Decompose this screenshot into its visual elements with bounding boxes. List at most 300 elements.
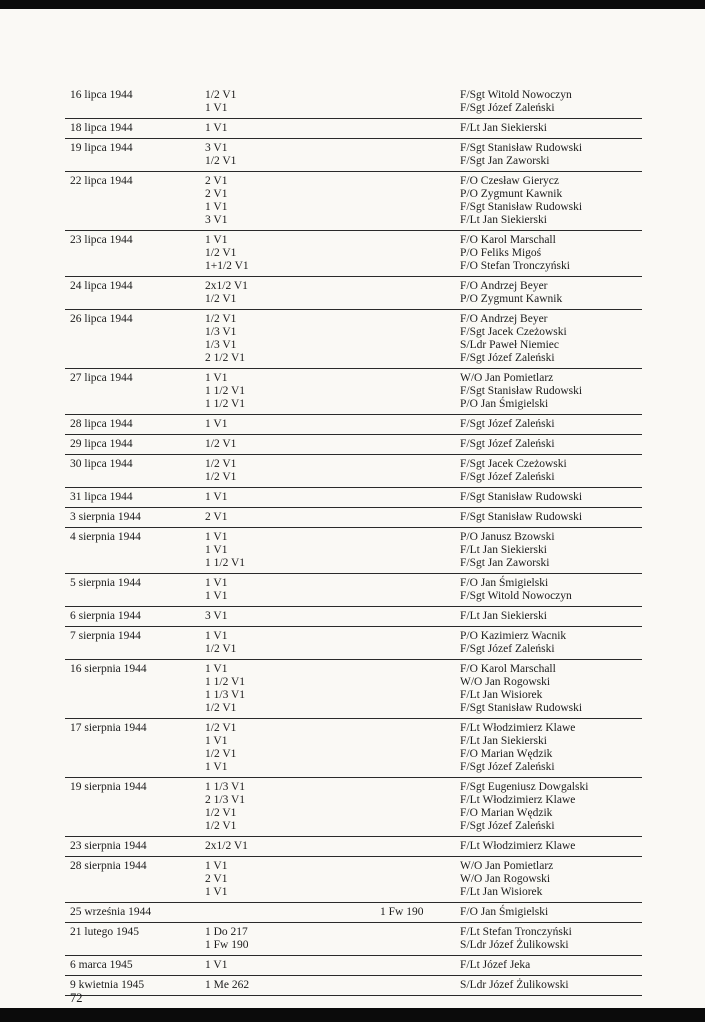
claim-value: 1 V1: [205, 234, 228, 246]
aircraft-cell: [380, 722, 460, 774]
claim-value: 2x1/2 V1: [205, 840, 248, 852]
claims-cell: [205, 860, 380, 899]
claim-value: 1 V1: [205, 735, 228, 747]
claims-cell: [205, 979, 380, 992]
aircraft-value: [380, 748, 460, 761]
aircraft-value: [380, 794, 460, 807]
aircraft-value: [380, 590, 460, 603]
table-row: [65, 172, 642, 231]
aircraft-value: [380, 234, 460, 247]
aircraft-value: [380, 630, 460, 643]
claims-cell: [205, 959, 380, 972]
aircraft-value: [380, 280, 460, 293]
table-row: [65, 508, 642, 528]
pilot-name: F/O Andrzej Beyer: [460, 313, 548, 325]
pilot-name: F/O Jan Śmigielski: [460, 577, 549, 589]
names-cell: [460, 418, 642, 431]
names-cell: [460, 511, 642, 524]
aircraft-cell: [380, 577, 460, 603]
table-row: [65, 956, 642, 976]
aircraft-value: [380, 491, 460, 504]
date-cell: 6 sierpnia 1944: [70, 610, 141, 622]
pilot-name: F/Sgt Jan Zaworski: [460, 155, 550, 167]
aircraft-value: [380, 531, 460, 544]
aircraft-value: [380, 886, 460, 899]
aircraft-value: [380, 352, 460, 365]
date-cell: 27 lipca 1944: [70, 372, 133, 384]
claims-cell: [205, 926, 380, 952]
aircraft-value: [380, 959, 460, 972]
claims-cell: [205, 577, 380, 603]
aircraft-value: [380, 458, 460, 471]
claim-value: 1+1/2 V1: [205, 260, 249, 272]
table-row: [65, 574, 642, 607]
table-row: [65, 923, 642, 956]
date-cell: 21 lutego 1945: [70, 926, 139, 938]
pilot-name: F/Sgt Stanisław Rudowski: [460, 201, 583, 213]
pilot-name: F/Sgt Eugeniusz Dowgalski: [460, 781, 589, 793]
date-cell: 28 lipca 1944: [70, 418, 133, 430]
names-cell: [460, 234, 642, 273]
pilot-name: F/Sgt Józef Zaleński: [460, 102, 555, 114]
date-cell: 4 sierpnia 1944: [70, 531, 141, 543]
date-cell: 16 sierpnia 1944: [70, 663, 147, 675]
aircraft-value: [380, 939, 460, 952]
table-row: [65, 719, 642, 778]
aircraft-cell: [380, 630, 460, 656]
aircraft-cell: [380, 531, 460, 570]
aircraft-value: [380, 188, 460, 201]
claim-value: [205, 906, 380, 919]
claims-cell: [205, 280, 380, 306]
table-row: [65, 627, 642, 660]
aircraft-cell: [380, 610, 460, 623]
aircraft-cell: [380, 906, 460, 919]
claim-value: 1 V1: [205, 531, 228, 543]
date-cell: 7 sierpnia 1944: [70, 630, 141, 642]
aircraft-cell: [380, 175, 460, 227]
aircraft-value: [380, 676, 460, 689]
aircraft-cell: [380, 979, 460, 992]
aircraft-value: [380, 663, 460, 676]
names-cell: [460, 142, 642, 168]
claims-cell: [205, 458, 380, 484]
aircraft-value: [380, 735, 460, 748]
claim-value: 1/2 V1: [205, 820, 237, 832]
claims-cell: [205, 89, 380, 115]
aircraft-value: [380, 722, 460, 735]
claim-value: 1/2 V1: [205, 702, 237, 714]
table-row: [65, 369, 642, 415]
pilot-name: F/Sgt Jacek Czeżowski: [460, 458, 567, 470]
pilot-name: F/Sgt Józef Zaleński: [460, 438, 555, 450]
claim-value: 1 V1: [205, 590, 228, 602]
names-cell: [460, 663, 642, 715]
pilot-name: F/Sgt Stanisław Rudowski: [460, 142, 583, 154]
claim-value: 2x1/2 V1: [205, 280, 248, 292]
names-cell: [460, 906, 642, 919]
names-cell: [460, 372, 642, 411]
aircraft-cell: [380, 511, 460, 524]
aircraft-cell: [380, 438, 460, 451]
pilot-name: P/O Feliks Migoś: [460, 247, 542, 259]
table-row: [65, 660, 642, 719]
date-cell: 16 lipca 1944: [70, 89, 133, 101]
claims-cell: [205, 610, 380, 623]
claim-value: 2 V1: [205, 188, 228, 200]
claim-value: 1/3 V1: [205, 339, 237, 351]
pilot-name: P/O Janusz Bzowski: [460, 531, 555, 543]
claim-value: 2 V1: [205, 873, 228, 885]
claim-value: 1 V1: [205, 630, 228, 642]
names-cell: [460, 89, 642, 115]
claim-value: 1 V1: [205, 544, 228, 556]
pilot-name: F/Lt Jan Siekierski: [460, 122, 547, 134]
names-cell: [460, 630, 642, 656]
date-cell: 18 lipca 1944: [70, 122, 133, 134]
pilot-name: F/Sgt Jacek Czeżowski: [460, 326, 567, 338]
aircraft-value: [380, 293, 460, 306]
aircraft-cell: [380, 781, 460, 833]
pilot-name: W/O Jan Pomietlarz: [460, 860, 554, 872]
pilot-name: F/O Stefan Tronczyński: [460, 260, 570, 272]
pilot-name: W/O Jan Rogowski: [460, 676, 551, 688]
claims-cell: [205, 122, 380, 135]
pilot-name: P/O Zygmunt Kawnik: [460, 188, 563, 200]
claim-value: 1 1/2 V1: [205, 557, 246, 569]
date-cell: 22 lipca 1944: [70, 175, 133, 187]
table-row: [65, 119, 642, 139]
pilot-name: F/Sgt Stanisław Rudowski: [460, 491, 583, 503]
names-cell: [460, 722, 642, 774]
date-cell: 19 sierpnia 1944: [70, 781, 147, 793]
names-cell: [460, 491, 642, 504]
claim-value: 3 V1: [205, 214, 228, 226]
date-cell: 31 lipca 1944: [70, 491, 133, 503]
claims-cell: [205, 531, 380, 570]
page-number: 72: [70, 991, 83, 1005]
pilot-name: F/Sgt Józef Zaleński: [460, 418, 555, 430]
table-row: [65, 310, 642, 369]
aircraft-value: [380, 214, 460, 227]
scan-edge-top: [0, 0, 705, 9]
claim-value: 2 1/2 V1: [205, 352, 246, 364]
claim-value: 1/2 V1: [205, 293, 237, 305]
aircraft-cell: [380, 418, 460, 431]
claim-value: 1/2 V1: [205, 155, 237, 167]
claim-value: 1 V1: [205, 860, 228, 872]
names-cell: [460, 926, 642, 952]
claims-cell: [205, 722, 380, 774]
aircraft-value: [380, 201, 460, 214]
pilot-name: F/Lt Włodzimierz Klawe: [460, 722, 576, 734]
claims-cell: [205, 630, 380, 656]
date-cell: 30 lipca 1944: [70, 458, 133, 470]
names-cell: [460, 438, 642, 451]
claims-cell: [205, 142, 380, 168]
names-cell: [460, 979, 642, 992]
date-cell: 3 sierpnia 1944: [70, 511, 141, 523]
date-cell: 23 lipca 1944: [70, 234, 133, 246]
pilot-name: F/Lt Włodzimierz Klawe: [460, 794, 576, 806]
claim-value: 1 V1: [205, 663, 228, 675]
claims-cell: [205, 313, 380, 365]
aircraft-value: [380, 820, 460, 833]
claims-cell: [205, 234, 380, 273]
table-row: [65, 607, 642, 627]
aircraft-cell: [380, 663, 460, 715]
aircraft-value: [380, 643, 460, 656]
pilot-name: F/Sgt Józef Zaleński: [460, 820, 555, 832]
pilot-name: F/Lt Stefan Tronczyński: [460, 926, 572, 938]
claim-value: 1 V1: [205, 577, 228, 589]
pilot-name: F/O Jan Śmigielski: [460, 906, 549, 918]
claim-value: 1 V1: [205, 418, 228, 430]
aircraft-value: [380, 511, 460, 524]
pilot-name: S/Ldr Paweł Niemiec: [460, 339, 560, 351]
table-row: [65, 903, 642, 923]
aircraft-cell: [380, 959, 460, 972]
pilot-name: F/Sgt Stanisław Rudowski: [460, 385, 583, 397]
claim-value: 1 1/2 V1: [205, 398, 246, 410]
claim-value: 1/2 V1: [205, 643, 237, 655]
claim-value: 1/2 V1: [205, 89, 237, 101]
claim-value: 1/2 V1: [205, 313, 237, 325]
pilot-name: F/O Czesław Gierycz: [460, 175, 559, 187]
aircraft-value: [380, 807, 460, 820]
aircraft-value: [380, 873, 460, 886]
names-cell: [460, 458, 642, 484]
aircraft-cell: [380, 491, 460, 504]
pilot-name: F/Sgt Stanisław Rudowski: [460, 702, 583, 714]
table-row: [65, 528, 642, 574]
names-cell: [460, 781, 642, 833]
aircraft-value: [380, 438, 460, 451]
claim-value: 1/2 V1: [205, 471, 237, 483]
claim-value: 1 1/2 V1: [205, 676, 246, 688]
claims-cell: [205, 840, 380, 853]
pilot-name: S/Ldr Józef Żulikowski: [460, 979, 569, 991]
aircraft-value: [380, 398, 460, 411]
aircraft-value: [380, 142, 460, 155]
aircraft-cell: [380, 234, 460, 273]
claim-value: 1 Me 262: [205, 979, 250, 991]
pilot-name: F/Lt Włodzimierz Klawe: [460, 840, 576, 852]
aircraft-value: [380, 339, 460, 352]
pilot-name: F/Sgt Józef Zaleński: [460, 471, 555, 483]
claims-cell: [205, 511, 380, 524]
claim-value: 1 V1: [205, 102, 228, 114]
aircraft-value: [380, 926, 460, 939]
date-cell: 26 lipca 1944: [70, 313, 133, 325]
claim-value: 1 V1: [205, 122, 228, 134]
date-cell: 23 sierpnia 1944: [70, 840, 147, 852]
claim-value: 1 V1: [205, 886, 228, 898]
aircraft-value: [380, 260, 460, 273]
claim-value: 1/3 V1: [205, 326, 237, 338]
date-cell: 28 sierpnia 1944: [70, 860, 147, 872]
claim-value: 1 V1: [205, 201, 228, 213]
pilot-name: S/Ldr Józef Żulikowski: [460, 939, 569, 951]
aircraft-value: [380, 155, 460, 168]
pilot-name: F/Sgt Józef Zaleński: [460, 352, 555, 364]
claim-value: 1/2 V1: [205, 458, 237, 470]
claim-value: 1 Do 217: [205, 926, 248, 938]
pilot-name: F/Sgt Witold Nowoczyn: [460, 590, 572, 602]
claim-value: 2 1/3 V1: [205, 794, 246, 806]
aircraft-cell: [380, 458, 460, 484]
aircraft-value: [380, 89, 460, 102]
aircraft-value: [380, 175, 460, 188]
claim-value: 1 V1: [205, 372, 228, 384]
aircraft-value: 1 Fw 190: [380, 906, 424, 918]
pilot-name: F/Sgt Witold Nowoczyn: [460, 89, 572, 101]
pilot-name: W/O Jan Rogowski: [460, 873, 551, 885]
pilot-name: F/Lt Józef Jeka: [460, 959, 531, 971]
table-row: [65, 86, 642, 119]
claim-value: 2 V1: [205, 175, 228, 187]
pilot-name: F/O Andrzej Beyer: [460, 280, 548, 292]
aircraft-value: [380, 781, 460, 794]
claim-value: 1/2 V1: [205, 748, 237, 760]
aircraft-cell: [380, 840, 460, 853]
names-cell: [460, 610, 642, 623]
claims-cell: [205, 781, 380, 833]
table-row: [65, 837, 642, 857]
names-cell: [460, 959, 642, 972]
names-cell: [460, 280, 642, 306]
aircraft-value: [380, 577, 460, 590]
date-cell: 19 lipca 1944: [70, 142, 133, 154]
table-row: [65, 435, 642, 455]
names-cell: [460, 313, 642, 365]
aircraft-value: [380, 979, 460, 992]
names-cell: [460, 840, 642, 853]
pilot-name: F/Lt Jan Wisiorek: [460, 886, 543, 898]
claim-value: 1 V1: [205, 491, 228, 503]
pilot-name: P/O Jan Śmigielski: [460, 398, 549, 410]
pilot-name: P/O Kazimierz Wacnik: [460, 630, 567, 642]
claim-value: 3 V1: [205, 142, 228, 154]
aircraft-value: [380, 689, 460, 702]
claim-value: 1 Fw 190: [205, 939, 249, 951]
table-row: [65, 455, 642, 488]
claims-cell: [205, 418, 380, 431]
aircraft-value: [380, 860, 460, 873]
aircraft-cell: [380, 280, 460, 306]
aircraft-cell: [380, 122, 460, 135]
pilot-name: F/Lt Jan Wisiorek: [460, 689, 543, 701]
names-cell: [460, 577, 642, 603]
table-row: [65, 139, 642, 172]
date-cell: 24 lipca 1944: [70, 280, 133, 292]
aircraft-cell: [380, 860, 460, 899]
date-cell: 6 marca 1945: [70, 959, 133, 971]
claim-value: 1/2 V1: [205, 807, 237, 819]
date-cell: 17 sierpnia 1944: [70, 722, 147, 734]
claim-value: 1 1/2 V1: [205, 385, 246, 397]
claims-cell: [205, 906, 380, 919]
aircraft-value: [380, 702, 460, 715]
claim-value: 1 V1: [205, 959, 228, 971]
claim-value: 1/2 V1: [205, 438, 237, 450]
names-cell: [460, 531, 642, 570]
aircraft-value: [380, 610, 460, 623]
table-row: [65, 415, 642, 435]
claims-table: [65, 86, 642, 996]
claims-cell: [205, 372, 380, 411]
aircraft-cell: [380, 313, 460, 365]
aircraft-value: [380, 122, 460, 135]
pilot-name: F/Sgt Jan Zaworski: [460, 557, 550, 569]
aircraft-value: [380, 761, 460, 774]
pilot-name: F/Sgt Stanisław Rudowski: [460, 511, 583, 523]
table-row: [65, 277, 642, 310]
date-cell: 25 września 1944: [70, 906, 152, 918]
aircraft-value: [380, 557, 460, 570]
names-cell: [460, 860, 642, 899]
aircraft-value: [380, 544, 460, 557]
aircraft-cell: [380, 89, 460, 115]
aircraft-value: [380, 313, 460, 326]
aircraft-value: [380, 326, 460, 339]
pilot-name: F/O Marian Wędzik: [460, 807, 553, 819]
date-cell: 9 kwietnia 1945: [70, 979, 145, 991]
aircraft-value: [380, 840, 460, 853]
table-row: [65, 857, 642, 903]
pilot-name: F/O Karol Marschall: [460, 663, 556, 675]
aircraft-cell: [380, 926, 460, 952]
table-row: [65, 488, 642, 508]
pilot-name: F/Lt Jan Siekierski: [460, 610, 547, 622]
pilot-name: F/O Marian Wędzik: [460, 748, 553, 760]
claim-value: 1 V1: [205, 761, 228, 773]
claim-value: 1 1/3 V1: [205, 781, 246, 793]
aircraft-value: [380, 418, 460, 431]
claims-cell: [205, 175, 380, 227]
aircraft-value: [380, 247, 460, 260]
pilot-name: F/Lt Jan Siekierski: [460, 214, 547, 226]
claim-value: 2 V1: [205, 511, 228, 523]
date-cell: 29 lipca 1944: [70, 438, 133, 450]
aircraft-cell: [380, 142, 460, 168]
table-row: [65, 231, 642, 277]
table-row: [65, 976, 642, 996]
scan-edge-bottom: [0, 1008, 705, 1022]
pilot-name: F/Sgt Józef Zaleński: [460, 643, 555, 655]
claim-value: 1/2 V1: [205, 247, 237, 259]
names-cell: [460, 122, 642, 135]
claim-value: 1/2 V1: [205, 722, 237, 734]
pilot-name: W/O Jan Pomietlarz: [460, 372, 554, 384]
claims-cell: [205, 663, 380, 715]
claims-cell: [205, 491, 380, 504]
claims-cell: [205, 438, 380, 451]
pilot-name: P/O Zygmunt Kawnik: [460, 293, 563, 305]
names-cell: [460, 175, 642, 227]
aircraft-value: [380, 385, 460, 398]
aircraft-value: [380, 471, 460, 484]
claim-value: 1 1/3 V1: [205, 689, 246, 701]
aircraft-value: [380, 102, 460, 115]
aircraft-cell: [380, 372, 460, 411]
aircraft-value: [380, 372, 460, 385]
pilot-name: F/Lt Jan Siekierski: [460, 735, 547, 747]
pilot-name: F/Sgt Józef Zaleński: [460, 761, 555, 773]
pilot-name: F/O Karol Marschall: [460, 234, 556, 246]
date-cell: 5 sierpnia 1944: [70, 577, 141, 589]
pilot-name: F/Lt Jan Siekierski: [460, 544, 547, 556]
